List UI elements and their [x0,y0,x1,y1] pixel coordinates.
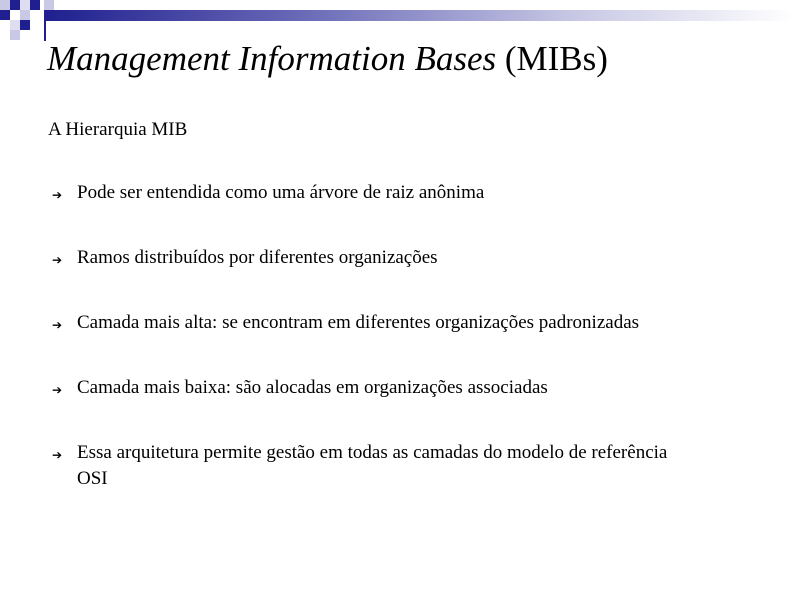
bullet-item [52,310,772,338]
slide-title [47,38,608,80]
arrow-right-icon: ➔ [52,188,63,202]
arrow-right-icon: ➔ [52,253,63,267]
decor-square [20,0,30,10]
decor-square [20,20,30,30]
bullet-list [52,180,772,492]
bullet-item [52,180,772,208]
decor-square [0,10,10,20]
decor-square [10,0,20,10]
slide-subtitle: A Hierarquia MIB [48,119,188,140]
bullet-text: Essa arquitetura permite gestão em todas as camadas do modelo de referência OSI [77,442,668,489]
decor-square [30,0,40,10]
bullet-item [52,375,772,403]
decor-square [20,10,30,20]
bullet-item [52,440,772,492]
arrow-right-icon: ➔ [52,383,63,397]
decor-square [0,0,10,10]
bullet-text: Pode ser entendida como uma árvore de raiz anônima [77,182,485,203]
decor-square [10,20,20,30]
bullet-item [52,245,772,273]
header-rule [44,21,46,41]
decor-square [44,0,54,10]
arrow-right-icon: ➔ [52,448,63,462]
bullet-text: Camada mais baixa: são alocadas em organizações associadas [77,377,548,398]
header-gradient-band [44,10,794,21]
decor-square [10,30,20,40]
slide-title-plain: (MIBs) [496,39,608,78]
bullet-text: Ramos distribuídos por diferentes organizações [77,247,438,268]
slide-title-italic: Management Information Bases [47,39,497,78]
arrow-right-icon: ➔ [52,318,63,332]
bullet-text: Camada mais alta: se encontram em diferentes organizações padronizadas [77,312,640,333]
